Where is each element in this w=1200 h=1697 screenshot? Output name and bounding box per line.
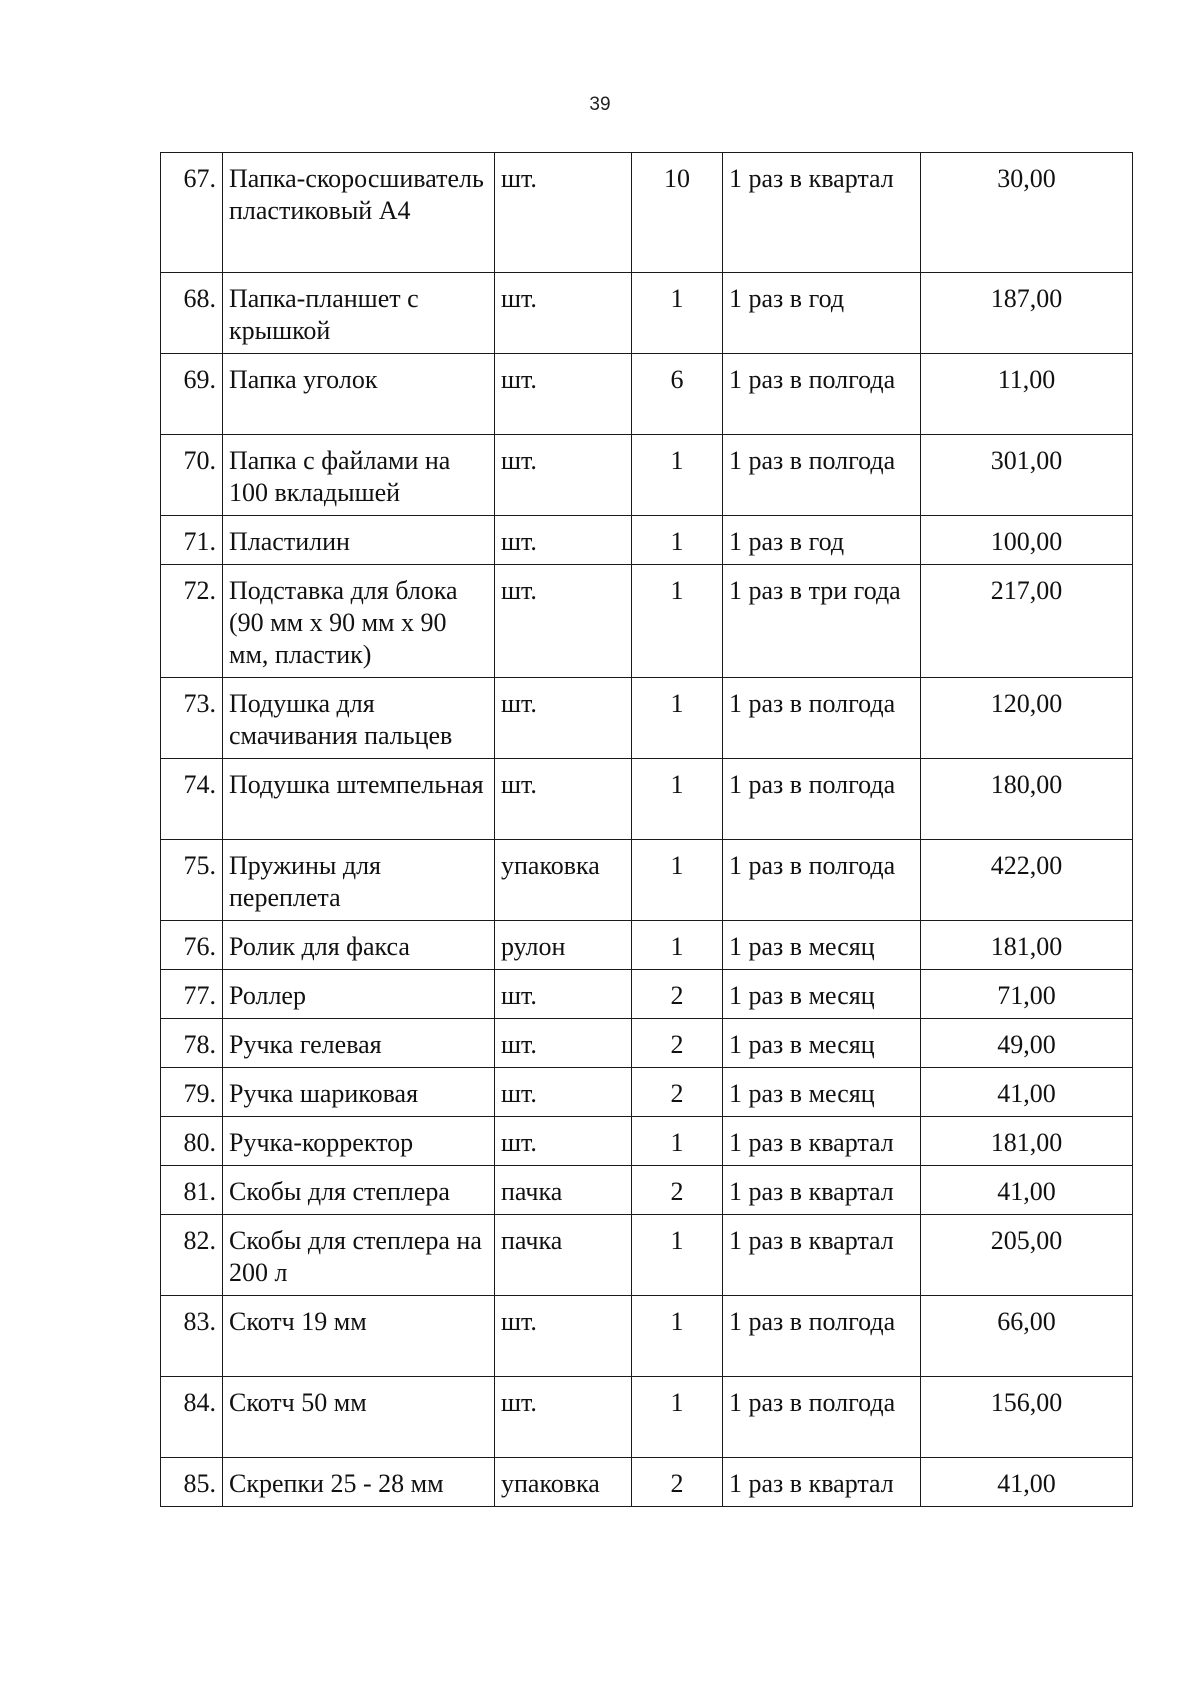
item-name-cell: Пластилин — [223, 516, 495, 565]
quantity-cell: 1 — [632, 435, 723, 516]
quantity-cell: 1 — [632, 1296, 723, 1377]
unit-of-measure-cell: шт. — [495, 1019, 632, 1068]
item-name-cell: Подставка для блока (90 мм х 90 мм х 90 мм, пластик) — [223, 565, 495, 678]
row-number-cell: 79. — [161, 1068, 223, 1117]
unit-of-measure-cell: шт. — [495, 516, 632, 565]
unit-of-measure-cell: шт. — [495, 1377, 632, 1458]
supplies-table — [160, 152, 1133, 1507]
row-number-cell: 68. — [161, 273, 223, 354]
price-cell: 30,00 — [921, 153, 1133, 273]
item-name-cell: Папка-скоросшиватель пластиковый А4 — [223, 153, 495, 273]
usage-frequency-cell: 1 раз в полгода — [723, 1296, 921, 1377]
price-cell: 71,00 — [921, 970, 1133, 1019]
unit-of-measure-cell: упаковка — [495, 840, 632, 921]
table-row — [161, 759, 1133, 840]
price-cell: 41,00 — [921, 1166, 1133, 1215]
item-name-cell: Папка уголок — [223, 354, 495, 435]
unit-of-measure-cell: шт. — [495, 1068, 632, 1117]
unit-of-measure-cell: упаковка — [495, 1458, 632, 1507]
table-row — [161, 840, 1133, 921]
row-number-cell: 74. — [161, 759, 223, 840]
table-row — [161, 435, 1133, 516]
row-number-cell: 75. — [161, 840, 223, 921]
usage-frequency-cell: 1 раз в квартал — [723, 1215, 921, 1296]
item-name-cell: Роллер — [223, 970, 495, 1019]
unit-of-measure-cell: пачка — [495, 1166, 632, 1215]
table-row — [161, 273, 1133, 354]
price-cell: 100,00 — [921, 516, 1133, 565]
quantity-cell: 2 — [632, 1068, 723, 1117]
table-row — [161, 1068, 1133, 1117]
unit-of-measure-cell: шт. — [495, 354, 632, 435]
row-number-cell: 72. — [161, 565, 223, 678]
unit-of-measure-cell: шт. — [495, 273, 632, 354]
quantity-cell: 1 — [632, 678, 723, 759]
item-name-cell: Папка с файлами на 100 вкладышей — [223, 435, 495, 516]
quantity-cell: 2 — [632, 1458, 723, 1507]
quantity-cell: 2 — [632, 1166, 723, 1215]
quantity-cell: 1 — [632, 565, 723, 678]
unit-of-measure-cell: шт. — [495, 970, 632, 1019]
usage-frequency-cell: 1 раз в полгода — [723, 678, 921, 759]
row-number-cell: 77. — [161, 970, 223, 1019]
quantity-cell: 1 — [632, 759, 723, 840]
price-cell: 11,00 — [921, 354, 1133, 435]
table-row — [161, 1458, 1133, 1507]
usage-frequency-cell: 1 раз в квартал — [723, 153, 921, 273]
table-row — [161, 678, 1133, 759]
unit-of-measure-cell: шт. — [495, 678, 632, 759]
price-cell: 41,00 — [921, 1458, 1133, 1507]
usage-frequency-cell: 1 раз в полгода — [723, 759, 921, 840]
unit-of-measure-cell: шт. — [495, 1117, 632, 1166]
price-cell: 181,00 — [921, 921, 1133, 970]
table-row — [161, 516, 1133, 565]
row-number-cell: 71. — [161, 516, 223, 565]
table-row — [161, 565, 1133, 678]
price-cell: 49,00 — [921, 1019, 1133, 1068]
row-number-cell: 73. — [161, 678, 223, 759]
unit-of-measure-cell: шт. — [495, 435, 632, 516]
row-number-cell: 82. — [161, 1215, 223, 1296]
table-row — [161, 970, 1133, 1019]
quantity-cell: 1 — [632, 1377, 723, 1458]
usage-frequency-cell: 1 раз в три года — [723, 565, 921, 678]
item-name-cell: Подушка для смачивания пальцев — [223, 678, 495, 759]
quantity-cell: 10 — [632, 153, 723, 273]
row-number-cell: 78. — [161, 1019, 223, 1068]
price-cell: 301,00 — [921, 435, 1133, 516]
row-number-cell: 83. — [161, 1296, 223, 1377]
item-name-cell: Подушка штемпельная — [223, 759, 495, 840]
quantity-cell: 1 — [632, 921, 723, 970]
table-row — [161, 1117, 1133, 1166]
table-body — [161, 153, 1133, 1507]
quantity-cell: 2 — [632, 1019, 723, 1068]
row-number-cell: 81. — [161, 1166, 223, 1215]
price-cell: 120,00 — [921, 678, 1133, 759]
row-number-cell: 70. — [161, 435, 223, 516]
usage-frequency-cell: 1 раз в месяц — [723, 1068, 921, 1117]
item-name-cell: Ролик для факса — [223, 921, 495, 970]
unit-of-measure-cell: шт. — [495, 759, 632, 840]
unit-of-measure-cell: шт. — [495, 1296, 632, 1377]
quantity-cell: 2 — [632, 970, 723, 1019]
price-cell: 217,00 — [921, 565, 1133, 678]
price-cell: 41,00 — [921, 1068, 1133, 1117]
quantity-cell: 1 — [632, 840, 723, 921]
price-cell: 422,00 — [921, 840, 1133, 921]
table-row — [161, 354, 1133, 435]
row-number-cell: 80. — [161, 1117, 223, 1166]
row-number-cell: 67. — [161, 153, 223, 273]
usage-frequency-cell: 1 раз в год — [723, 516, 921, 565]
table-row — [161, 1377, 1133, 1458]
table-row — [161, 1166, 1133, 1215]
usage-frequency-cell: 1 раз в месяц — [723, 1019, 921, 1068]
table-row — [161, 1019, 1133, 1068]
usage-frequency-cell: 1 раз в полгода — [723, 840, 921, 921]
item-name-cell: Скотч 19 мм — [223, 1296, 495, 1377]
row-number-cell: 85. — [161, 1458, 223, 1507]
usage-frequency-cell: 1 раз в полгода — [723, 1377, 921, 1458]
table-row — [161, 1215, 1133, 1296]
item-name-cell: Ручка-корректор — [223, 1117, 495, 1166]
item-name-cell: Скобы для степлера — [223, 1166, 495, 1215]
usage-frequency-cell: 1 раз в месяц — [723, 921, 921, 970]
table-row — [161, 1296, 1133, 1377]
unit-of-measure-cell: шт. — [495, 565, 632, 678]
quantity-cell: 1 — [632, 273, 723, 354]
row-number-cell: 76. — [161, 921, 223, 970]
unit-of-measure-cell: рулон — [495, 921, 632, 970]
table-row — [161, 921, 1133, 970]
table-row — [161, 153, 1133, 273]
quantity-cell: 1 — [632, 1117, 723, 1166]
item-name-cell: Скотч 50 мм — [223, 1377, 495, 1458]
item-name-cell: Скрепки 25 - 28 мм — [223, 1458, 495, 1507]
price-cell: 187,00 — [921, 273, 1133, 354]
usage-frequency-cell: 1 раз в квартал — [723, 1458, 921, 1507]
item-name-cell: Ручка гелевая — [223, 1019, 495, 1068]
quantity-cell: 1 — [632, 1215, 723, 1296]
usage-frequency-cell: 1 раз в год — [723, 273, 921, 354]
item-name-cell: Пружины для переплета — [223, 840, 495, 921]
usage-frequency-cell: 1 раз в полгода — [723, 354, 921, 435]
price-cell: 66,00 — [921, 1296, 1133, 1377]
price-cell: 156,00 — [921, 1377, 1133, 1458]
row-number-cell: 69. — [161, 354, 223, 435]
usage-frequency-cell: 1 раз в месяц — [723, 970, 921, 1019]
unit-of-measure-cell: шт. — [495, 153, 632, 273]
item-name-cell: Папка-планшет с крышкой — [223, 273, 495, 354]
usage-frequency-cell: 1 раз в квартал — [723, 1166, 921, 1215]
usage-frequency-cell: 1 раз в квартал — [723, 1117, 921, 1166]
row-number-cell: 84. — [161, 1377, 223, 1458]
page-number: 39 — [589, 94, 611, 115]
item-name-cell: Скобы для степлера на 200 л — [223, 1215, 495, 1296]
price-cell: 180,00 — [921, 759, 1133, 840]
price-cell: 181,00 — [921, 1117, 1133, 1166]
price-cell: 205,00 — [921, 1215, 1133, 1296]
item-name-cell: Ручка шариковая — [223, 1068, 495, 1117]
quantity-cell: 6 — [632, 354, 723, 435]
usage-frequency-cell: 1 раз в полгода — [723, 435, 921, 516]
quantity-cell: 1 — [632, 516, 723, 565]
unit-of-measure-cell: пачка — [495, 1215, 632, 1296]
